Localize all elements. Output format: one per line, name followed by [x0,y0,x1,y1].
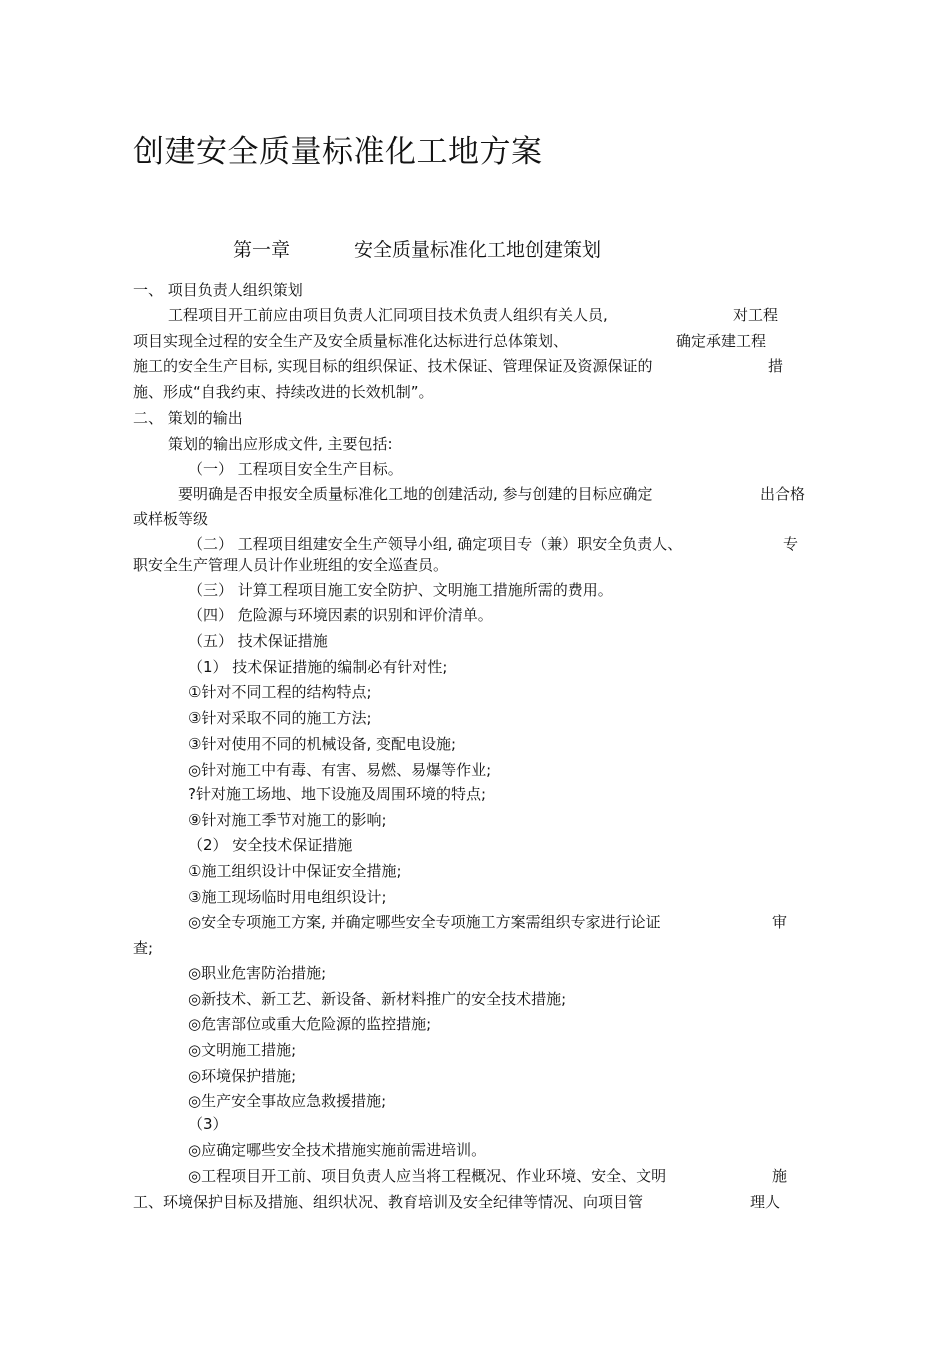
text-line: ◎安全专项施工方案, 并确定哪些安全专项施工方案需组织专家进行论证 [188,913,661,931]
text-line: ③针对采取不同的施工方法; [188,709,372,727]
text-line: （四） 危险源与环境因素的识别和评价清单。 [188,606,493,624]
text-line: 施 [772,1167,788,1185]
text-line: ?针对施工场地、地下设施及周围环境的特点; [188,785,487,803]
text-line: ①施工组织设计中保证安全措施; [188,862,402,880]
text-line: ◎文明施工措施; [188,1041,297,1059]
chapter-title: 安全质量标准化工地创建策划 [354,239,602,261]
text-line: ◎新技术、新工艺、新设备、新材料推广的安全技术措施; [188,990,567,1008]
text-line: ◎针对施工中有毒、有害、易燃、易爆等作业; [188,761,492,779]
text-line: 一、 项目负责人组织策划 [133,281,303,299]
text-line: 职安全生产管理人员计作业班组的安全巡查员。 [133,556,449,574]
chapter-number: 第一章 [233,239,291,261]
text-line: 理人 [750,1193,781,1211]
text-line: ◎环境保护措施; [188,1067,297,1085]
text-line: ③施工现场临时用电组织设计; [188,888,387,906]
text-line: （1） 技术保证措施的编制必有针对性; [188,658,448,676]
text-line: （二） 工程项目组建安全生产领导小组, 确定项目专（兼）职安全负责人、 [188,535,683,553]
text-line: ◎生产安全事故应急救援措施; [188,1092,387,1110]
text-line: ◎危害部位或重大危险源的监控措施; [188,1015,432,1033]
text-line: 工程项目开工前应由项目负责人汇同项目技术负责人组织有关人员, [168,306,608,324]
text-line: 或样板等级 [133,510,209,528]
text-line: ◎工程项目开工前、项目负责人应当将工程概况、作业环境、安全、文明 [188,1167,667,1185]
text-line: 措 [768,357,784,375]
text-line: （五） 技术保证措施 [188,632,328,650]
text-line: 专 [783,535,799,553]
text-line: 二、 策划的输出 [133,409,243,427]
text-line: （一） 工程项目安全生产目标。 [188,460,403,478]
text-line: ①针对不同工程的结构特点; [188,683,372,701]
text-line: 工、环境保护目标及措施、组织状况、教育培训及安全纪律等情况、向项目管 [133,1193,644,1211]
text-line: 施、形成“自我约束、持续改进的长效机制”。 [133,383,434,401]
text-line: 确定承建工程 [676,332,767,350]
text-line: ⑨针对施工季节对施工的影响; [188,811,387,829]
text-line: 项目实现全过程的安全生产及安全质量标准化达标进行总体策划、 [133,332,569,350]
text-line: 查; [133,939,154,957]
text-line: （三） 计算工程项目施工安全防护、文明施工措施所需的费用。 [188,581,613,599]
text-line: ◎职业危害防治措施; [188,964,327,982]
text-line: 对工程 [733,306,779,324]
text-line: 要明确是否申报安全质量标准化工地的创建活动, 参与创建的目标应确定 [178,485,653,503]
document-title: 创建安全质量标准化工地方案 [133,134,543,170]
text-line: 出合格 [760,485,806,503]
text-line: （2） 安全技术保证措施 [188,836,353,854]
text-line: ◎应确定哪些安全技术措施实施前需进培训。 [188,1141,487,1159]
text-line: 审 [772,913,788,931]
text-line: （3） [188,1115,228,1133]
text-line: 策划的输出应形成文件, 主要包括: [168,435,393,453]
text-line: 施工的安全生产目标, 实现目标的组织保证、技术保证、管理保证及资源保证的 [133,357,653,375]
text-line: ③针对使用不同的机械设备, 变配电设施; [188,735,457,753]
